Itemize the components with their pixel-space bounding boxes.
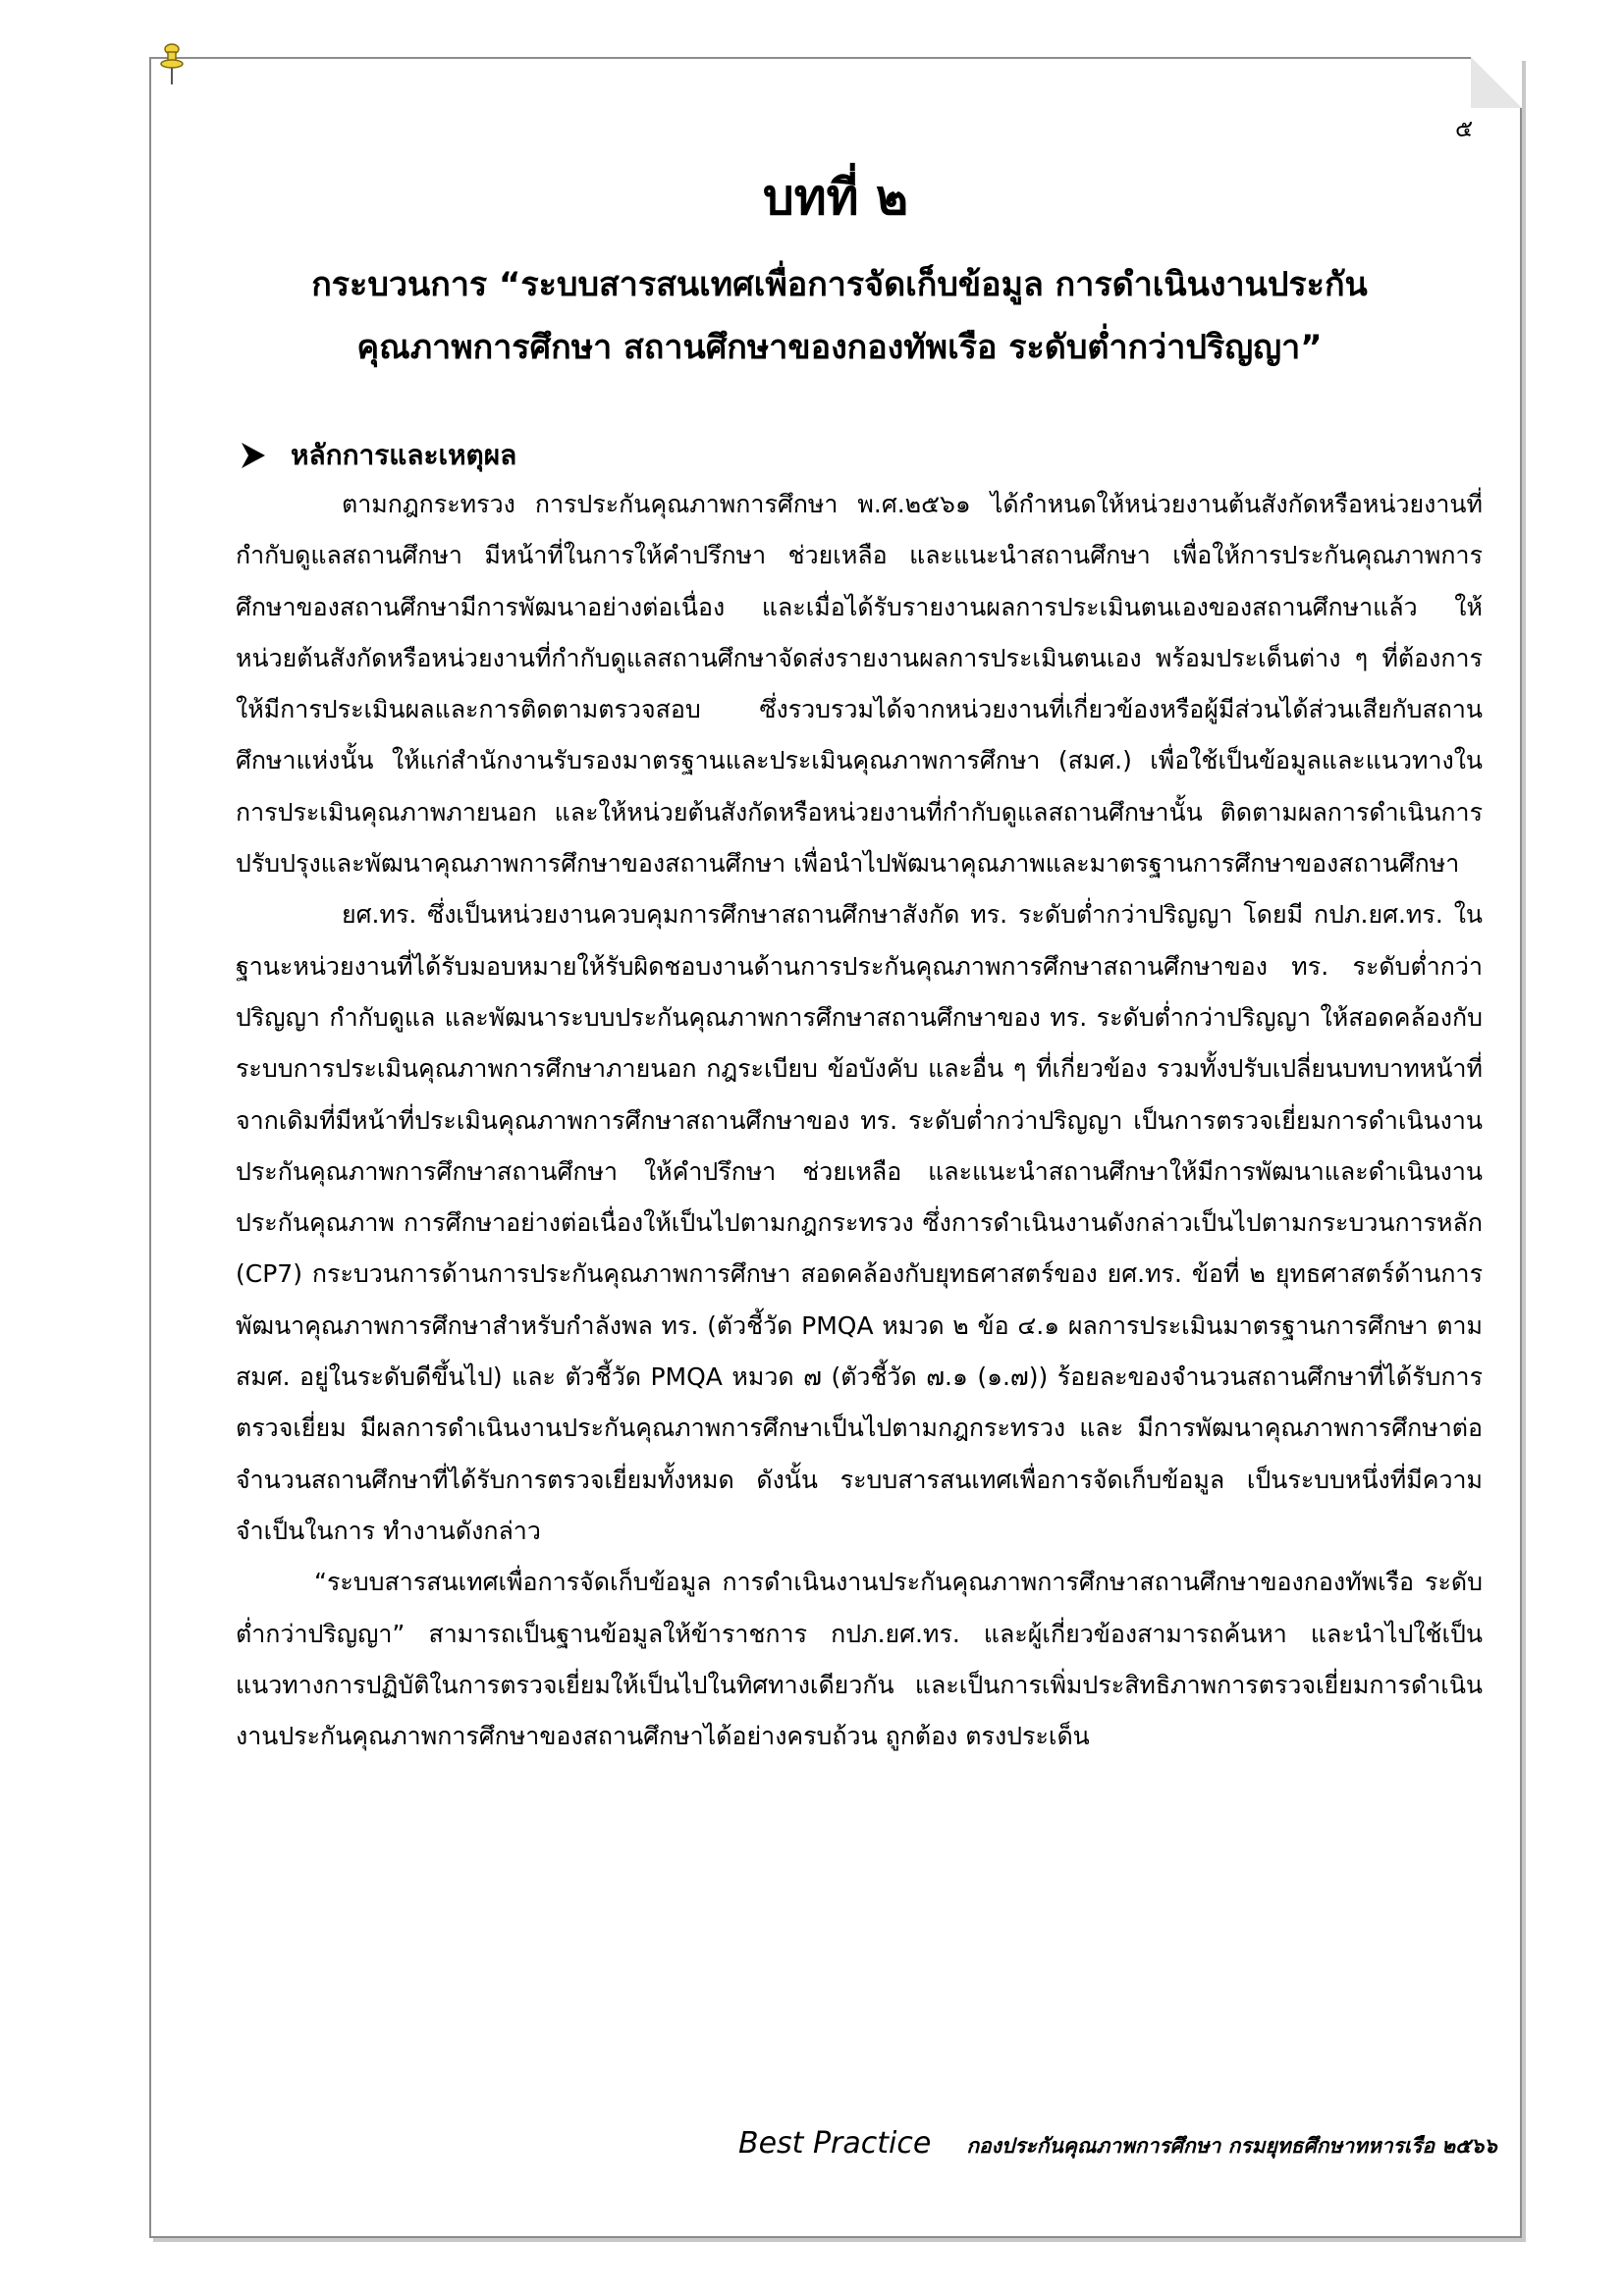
paragraph: ยศ.ทร. ซึ่งเป็นหน่วยงานควบคุมการศึกษาสถานศึกษาสังกัด ทร. ระดับต่ำกว่าปริญญา โดยมี กปภ.ยศ.ทร. ในฐานะหน่วยงานที่ได้รับมอบหมายให้รับผิดชอบงานด้านการประกันคุณภาพการศึกษาสถานศึกษาของ ทร. ระดับต่ำกว่าปริญญา กำกับดูแล และพัฒนาระบบประกันคุณภาพการศึกษาสถานศึกษาของ ทร. ระดับต่ำกว่าปริญญา ให้สอดคล้องกับระบบการประเมินคุณภาพการศึกษาภายนอก กฎระเบียบ ข้อบังคับ และอื่น ๆ ที่เกี่ยวข้อง รวมทั้งปรับเปลี่ยนบทบาทหน้าที่จากเดิมที่มีหน้าที่ประเมินคุณภาพการศึกษาสถานศึกษาของ ทร. ระดับต่ำกว่าปริญญา เป็นการตรวจเยี่ยมการดำเนินงานประกันคุณภาพการศึกษาสถานศึกษา ให้คำปรึกษา ช่วยเหลือ และแนะนำสถานศึกษาให้มีการพัฒนาและดำเนินงานประกันคุณภาพ การศึกษาอย่างต่อเนื่องให้เป็นไปตามกฎกระทรวง ซึ่งการดำเนินงานดังกล่าวเป็นไปตามกระบวนการหลัก (CP7) กระบวนการด้านการประกันคุณภาพการศึกษา สอดคล้องกับยุทธศาสตร์ของ ยศ.ทร. ข้อที่ ๒ ยุทธศาสตร์ด้านการพัฒนาคุณภาพการศึกษาสำหรับกำลังพล ทร. (ตัวชี้วัด PMQA หมวด ๒ ข้อ ๔.๑ ผลการประเมินมาตรฐานการศึกษา ตาม สมศ. อยู่ในระดับดีขึ้นไป) และ ตัวชี้วัด PMQA หมวด ๗ (ตัวชี้วัด ๗.๑ (๑.๗)) ร้อยละของจำนวนสถานศึกษาที่ได้รับการตรวจเยี่ยม มีผลการดำเนินงานประกันคุณภาพการศึกษาเป็นไปตามกฎกระทรวง และ มีการพัฒนาคุณภาพการศึกษาต่อจำนวนสถานศึกษาที่ได้รับการตรวจเยี่ยมทั้งหมด ดังนั้น ระบบสารสนเทศเพื่อการจัดเก็บข้อมูล เป็นระบบหนึ่งที่มีความจำเป็นในการ ทำงานดังกล่าว bbox=[236, 900, 1483, 1545]
footer-org: กองประกันคุณภาพการศึกษา กรมยุทธศึกษาทหารเรือ ๒๕๖๖ bbox=[966, 2134, 1497, 2158]
footer bbox=[738, 2124, 1524, 2165]
page-curl bbox=[1471, 57, 1522, 108]
section-heading bbox=[240, 432, 516, 479]
subtitle-line: คุณภาพการศึกษา สถานศึกษาของกองทัพเรือ ระดับต่ำกว่าปริญญา” bbox=[356, 328, 1323, 367]
chapter-title: บทที่ ๒ bbox=[762, 169, 909, 226]
section-heading-text: หลักการและเหตุผล bbox=[291, 439, 517, 471]
footer-label: Best Practice bbox=[738, 2126, 932, 2161]
subtitle-line: กระบวนการ “ระบบสารสนเทศเพื่อการจัดเก็บข้อมูล การดำเนินงานประกัน bbox=[311, 265, 1368, 304]
paragraph: ตามกฎกระทรวง การประกันคุณภาพการศึกษา พ.ศ.๒๕๖๑ ได้กำหนดให้หน่วยงานต้นสังกัดหรือหน่วยงานที่กำกับดูแลสถานศึกษา มีหน้าที่ในการให้คำปรึกษา ช่วยเหลือ และแนะนำสถานศึกษา เพื่อให้การประกันคุณภาพการศึกษาของสถานศึกษามีการพัฒนาอย่างต่อเนื่อง และเมื่อได้รับรายงานผลการประเมินตนเองของสถานศึกษาแล้ว ให้หน่วยต้นสังกัดหรือหน่วยงานที่กำกับดูแลสถานศึกษาจัดส่งรายงานผลการประเมินตนเอง พร้อมประเด็นต่าง ๆ ที่ต้องการให้มีการประเมินผลและการติดตามตรวจสอบ ซึ่งรวบรวมได้จากหน่วยงานที่เกี่ยวข้องหรือผู้มีส่วนได้ส่วนเสียกับสถานศึกษาแห่งนั้น ให้แก่สำนักงานรับรองมาตรฐานและประเมินคุณภาพการศึกษา (สมศ.) เพื่อใช้เป็นข้อมูลและแนวทางในการประเมินคุณภาพภายนอก และให้หน่วยต้นสังกัดหรือหน่วยงานที่กำกับดูแลสถานศึกษานั้น ติดตามผลการดำเนินการปรับปรุงและพัฒนาคุณภาพการศึกษาของสถานศึกษา เพื่อนำไปพัฒนาคุณภาพและมาตรฐานการศึกษาของสถานศึกษา bbox=[236, 490, 1483, 879]
pushpin-icon bbox=[157, 43, 187, 92]
body-text bbox=[236, 479, 1483, 1762]
page-number: ๕ bbox=[1455, 115, 1474, 142]
subtitle bbox=[196, 253, 1483, 379]
arrow-bullet-icon bbox=[240, 441, 267, 470]
paragraph: “ระบบสารสนเทศเพื่อการจัดเก็บข้อมูล การดำเนินงานประกันคุณภาพการศึกษาสถานศึกษาของกองทัพเรือ ระดับต่ำกว่าปริญญา” สามารถเป็นฐานข้อมูลให้ข้าราชการ กปภ.ยศ.ทร. และผู้เกี่ยวข้องสามารถค้นหา และนำไปใช้เป็นแนวทางการปฏิบัติในการตรวจเยี่ยมให้เป็นไปในทิศทางเดียวกัน และเป็นการเพิ่มประสิทธิภาพการตรวจเยี่ยมการดำเนินงานประกันคุณภาพการศึกษาของสถานศึกษาได้อย่างครบถ้วน ถูกต้อง ตรงประเด็น bbox=[236, 1568, 1483, 1751]
